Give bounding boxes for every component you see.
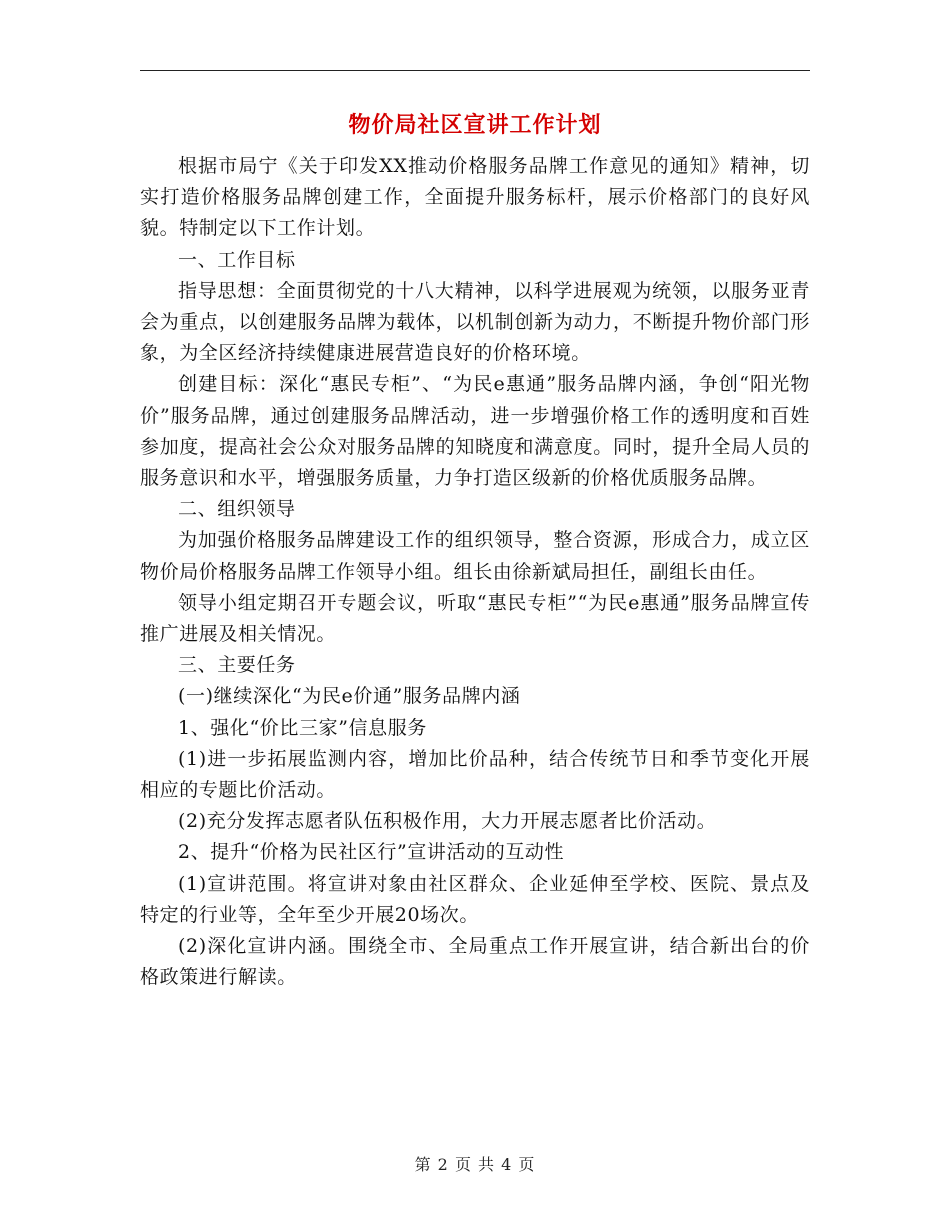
item-heading-2: 2、提升“价格为民社区行”宣讲活动的互动性 xyxy=(178,841,565,864)
paragraph-guiding-thought: 指导思想：全面贯彻党的十八大精神，以科学进展观为统领，以服务亚青会为重点，以创建服务品牌为载体，以机制创新为动力，不断提升物价部门形象，为全区经济持续健康进展营造良好的价格环境。 xyxy=(140,279,810,365)
page-footer: 第 2 页 共 4 页 xyxy=(414,1155,536,1174)
document-body xyxy=(140,151,810,993)
list-item: (1)进一步拓展监测内容，增加比价品种，结合传统节日和季节变化开展相应的专题比价活动。 xyxy=(140,747,810,802)
paragraph-intro: 根据市局宁《关于印发XX推动价格服务品牌工作意见的通知》精神，切实打造价格服务品牌创建工作，全面提升服务标杆，展示价格部门的良好风貌。特制定以下工作计划。 xyxy=(140,155,810,240)
list-item: (2)充分发挥志愿者队伍积极作用，大力开展志愿者比价活动。 xyxy=(178,810,717,833)
paragraph-leadership-group: 为加强价格服务品牌建设工作的组织领导，整合资源，形成合力，成立区物价局价格服务品牌工作领导小组。组长由徐新斌局担任，副组长由任。 xyxy=(140,529,810,583)
item-heading-1: 1、强化“价比三家”信息服务 xyxy=(178,716,427,739)
document-title: 物价局社区宣讲工作计划 xyxy=(348,112,602,138)
paragraph-creation-goal: 创建目标：深化“惠民专柜”、“为民e惠通”服务品牌内涵，争创“阳光物价”服务品牌，通过创建服务品牌活动，进一步增强价格工作的透明度和百姓参加度，提高社会公众对服务品牌的知晓度和满意度。同时，提升全局人员的服务意识和水平，增强服务质量，力争打造区级新的价格优质服务品牌。 xyxy=(140,373,810,490)
list-item: (1)宣讲范围。将宣讲对象由社区群众、企业延伸至学校、医院、景点及特定的行业等，全年至少开展20场次。 xyxy=(140,872,810,926)
section-heading-tasks: 三、主要任务 xyxy=(178,654,296,677)
subsection-heading-1: (一)继续深化“为民e价通”服务品牌内涵 xyxy=(178,685,521,708)
paragraph-meetings: 领导小组定期召开专题会议，听取“惠民专柜”“为民e惠通”服务品牌宣传推广进展及相关情况。 xyxy=(140,591,810,646)
section-heading-leadership: 二、组织领导 xyxy=(178,498,296,521)
header-rule xyxy=(140,70,810,71)
section-heading-goals: 一、工作目标 xyxy=(178,248,296,271)
list-item: (2)深化宣讲内涵。围绕全市、全局重点工作开展宣讲，结合新出台的价格政策进行解读。 xyxy=(140,935,810,989)
